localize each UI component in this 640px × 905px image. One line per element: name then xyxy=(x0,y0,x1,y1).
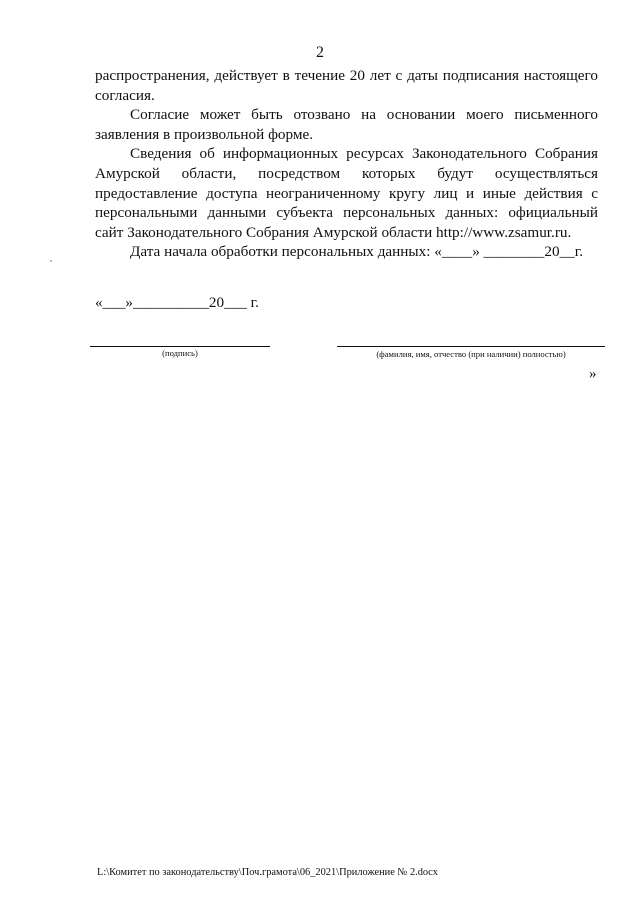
footer-file-path: L:\Комитет по законодательству\Поч.грамота\06_2021\Приложение № 2.docx xyxy=(97,867,438,878)
document-body xyxy=(95,66,598,262)
signature-caption: (подпись) xyxy=(162,348,198,358)
paragraph-start-date: Дата начала обработки персональных данных: «____» ________20__г. xyxy=(130,243,584,261)
name-line xyxy=(337,346,605,347)
signature-line xyxy=(90,346,270,347)
signing-date-line: «___»__________20___ г. xyxy=(95,294,259,311)
paragraph-revocation: Согласие может быть отозвано на основании моего письменного заявления в произвольной форме. xyxy=(95,106,598,143)
closing-quote: » xyxy=(589,366,597,382)
paragraph-validity: распространения, действует в течение 20 лет с даты подписания настоящего согласия. xyxy=(95,67,598,104)
scan-speck xyxy=(50,260,52,262)
name-caption: (фамилия, имя, отчество (при наличии) полностью) xyxy=(376,349,566,359)
paragraph-resources: Сведения об информационных ресурсах Законодательного Собрания Амурской области, посредством которых будут осуществляться предоставление доступа неограниченному кругу лиц и иные действия с персональными данными субъекта персональных данных: официальный сайт Законодательного Собрания Амурской области http://www.zsamur.ru. xyxy=(95,145,598,241)
page-number: 2 xyxy=(316,44,324,61)
